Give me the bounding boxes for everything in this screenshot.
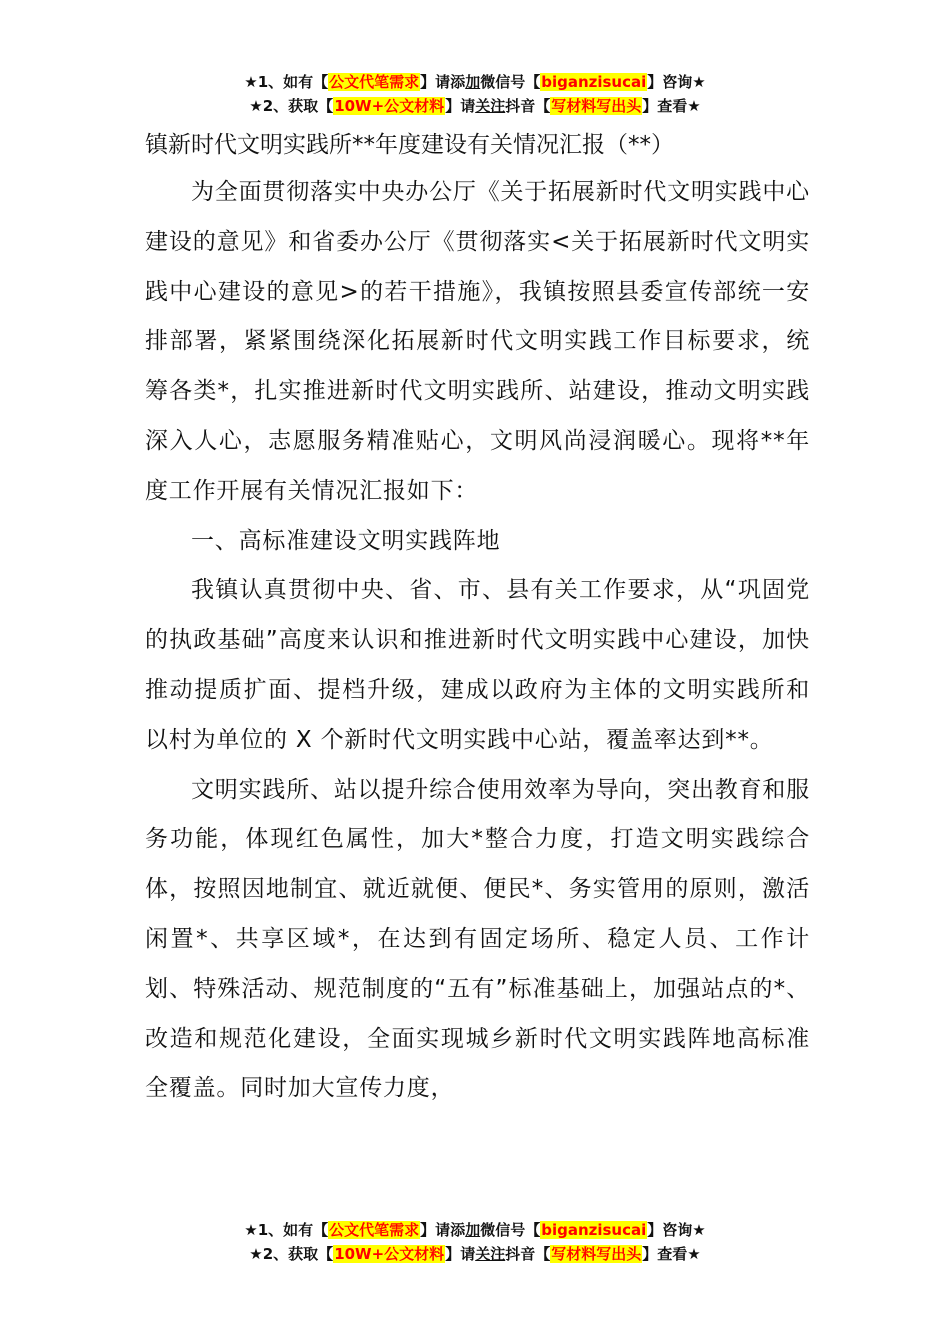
promo-text: ★2、获取【 [249, 97, 334, 115]
document-body [145, 122, 810, 1114]
promo-text: 】请 [445, 1245, 476, 1263]
promo-line-1 [0, 70, 950, 94]
highlight-materials: 10W+公文材料 [334, 1245, 445, 1263]
promo-line-2 [0, 94, 950, 118]
promo-text: 关注 [475, 1245, 506, 1263]
highlight-douyin: 写材料写出头 [551, 97, 642, 115]
paragraph-2: 我镇认真贯彻中央、省、市、县有关工作要求，从“巩固党的执政基础”高度来认识和推进新时代文明实践中心建设，加快推动提质扩面、提档升级，建成以政府为主体的文明实践所和以村为单位的 X 个新时代文明实践中心站，覆盖率达到**。 [145, 577, 810, 753]
promo-text: 】查看★ [642, 1245, 701, 1263]
document-title: 镇新时代文明实践所**年度建设有关情况汇报（**） [145, 132, 674, 158]
promo-text: 】查看★ [642, 97, 701, 115]
promo-text: ★1、如有【 [244, 73, 329, 91]
promo-banner-bottom [0, 1218, 950, 1266]
promo-text: 】咨询★ [647, 73, 706, 91]
paragraph-intro: 为全面贯彻落实中央办公厅《关于拓展新时代文明实践中心建设的意见》和省委办公厅《贯彻落实<关于拓展新时代文明实践中心建设的意见>的若干措施》，我镇按照县委宣传部统一安排部署，紧紧围绕深化拓展新时代文明实践工作目标要求，统筹各类*，扎实推进新时代文明实践所、站建设，推动文明实践深入人心，志愿服务精准贴心，文明风尚浸润暖心。现将**年度工作开展有关情况汇报如下： [145, 179, 810, 504]
highlight-wechat-id: biganzisucai [541, 1221, 647, 1239]
section-heading-1: 一、高标准建设文明实践阵地 [191, 527, 501, 554]
promo-text: 】请添 [420, 73, 466, 91]
highlight-service: 公文代笔需求 [329, 1221, 420, 1239]
highlight-douyin: 写材料写出头 [551, 1245, 642, 1263]
promo-text: 微信号【 [480, 1221, 541, 1239]
promo-text: 关注 [475, 97, 506, 115]
highlight-materials: 10W+公文材料 [334, 97, 445, 115]
promo-text: 】咨询★ [647, 1221, 706, 1239]
promo-text: 抖音【 [505, 97, 551, 115]
promo-line-2 [0, 1242, 950, 1266]
promo-text: 加 [465, 73, 481, 91]
paragraph-3: 文明实践所、站以提升综合使用效率为导向，突出教育和服务功能，体现红色属性，加大*整合力度，打造文明实践综合体，按照因地制宜、就近就便、便民*、务实管用的原则，激活闲置*、共享区域*，在达到有固定场所、稳定人员、工作计划、特殊活动、规范制度的“五有”标准基础上，加强站点的*、改造和规范化建设，全面实现城乡新时代文明实践阵地高标准全覆盖。同时加大宣传力度， [145, 776, 810, 1102]
promo-text: 】请添 [420, 1221, 466, 1239]
highlight-wechat-id: biganzisucai [541, 73, 647, 91]
promo-line-1 [0, 1218, 950, 1242]
promo-banner-top [0, 70, 950, 118]
promo-text: 加 [465, 1221, 481, 1239]
promo-text: 微信号【 [480, 73, 541, 91]
promo-text: ★2、获取【 [249, 1245, 334, 1263]
highlight-service: 公文代笔需求 [329, 73, 420, 91]
promo-text: 】请 [445, 97, 476, 115]
promo-text: ★1、如有【 [244, 1221, 329, 1239]
promo-text: 抖音【 [505, 1245, 551, 1263]
